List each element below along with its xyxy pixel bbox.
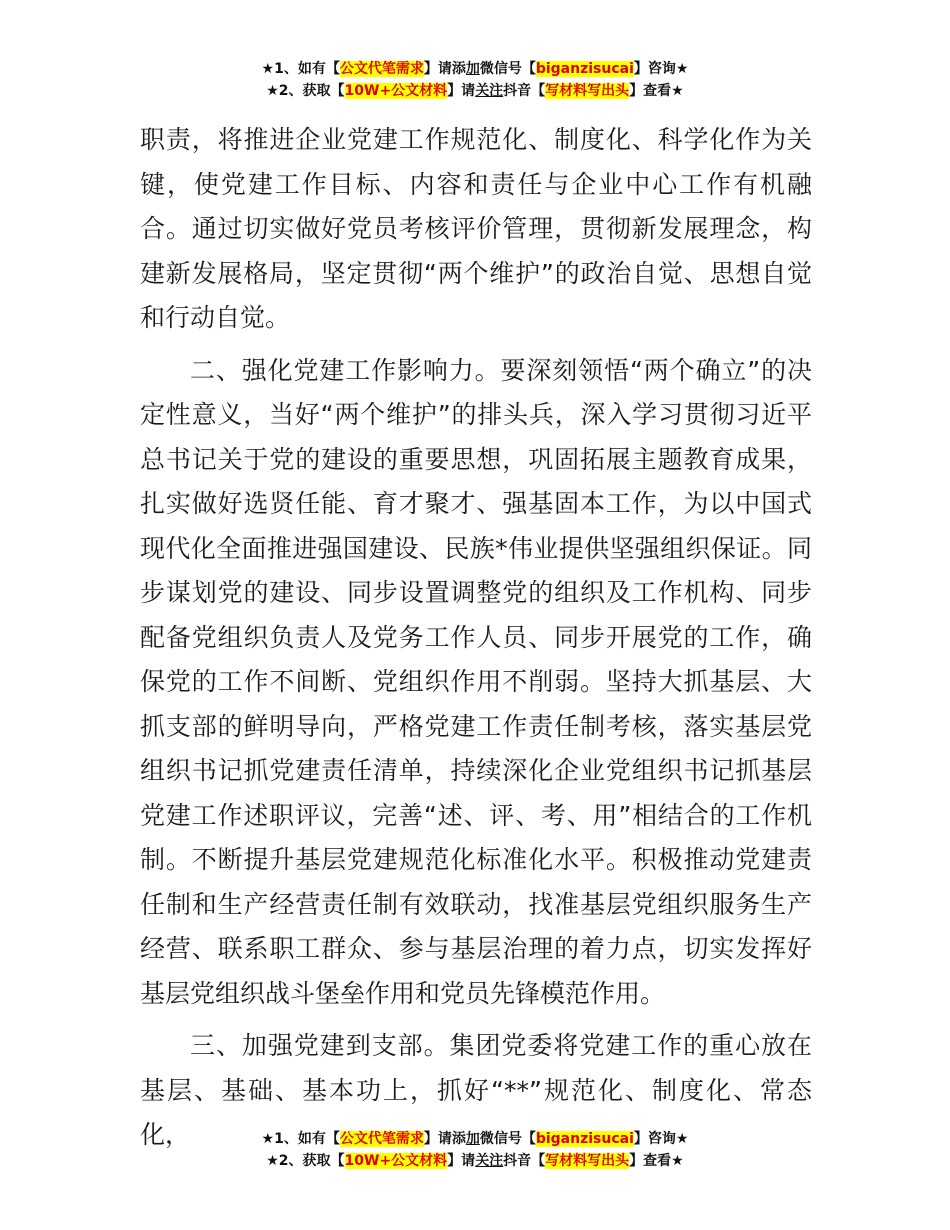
highlight-service: 公文代笔需求 (339, 61, 424, 77)
highlight-service: 公文代笔需求 (339, 1131, 424, 1147)
document-body (140, 118, 812, 1158)
paragraph-3: 三、加强党建到支部。集团党委将党建工作的重心放在基层、基础、基本功上，抓好“**”规范化、制度化、常态化， (140, 1031, 812, 1149)
highlight-wechat-id: biganzisucai (535, 61, 634, 77)
highlight-douyin: 写材料写出头 (545, 83, 630, 99)
banner-line-2: ★2、获取【10W+公文材料】请关注抖音【写材料写出头】查看★ (266, 83, 684, 99)
paragraph-1: 职责，将推进企业党建工作规范化、制度化、科学化作为关键，使党建工作目标、内容和责任与企业中心工作有机融合。通过切实做好党员考核评价管理，贯彻新发展理念，构建新发展格局，坚定贯彻“两个维护”的政治自觉、思想自觉和行动自觉。 (140, 125, 812, 332)
highlight-materials: 10W+公文材料 (344, 83, 448, 99)
banner-line-1: ★1、如有【公文代笔需求】请添加微信号【biganzisucai】咨询★ (261, 61, 689, 77)
banner-line-1: ★1、如有【公文代笔需求】请添加微信号【biganzisucai】咨询★ (261, 1131, 689, 1147)
paragraph-2: 二、强化党建工作影响力。要深刻领悟“两个确立”的决定性意义，当好“两个维护”的排头兵，深入学习贯彻习近平总书记关于党的建设的重要思想，巩固拓展主题教育成果，扎实做好选贤任能、育才聚才、强基固本工作，为以中国式现代化全面推进强国建设、民族*伟业提供坚强组织保证。同步谋划党的建设、同步设置调整党的组织及工作机构、同步配备党组织负责人及党务工作人员、同步开展党的工作，确保党的工作不间断、党组织作用不削弱。坚持大抓基层、大抓支部的鲜明导向，严格党建工作责任制考核，落实基层党组织书记抓党建责任清单，持续深化企业党组织书记抓基层党建工作述职评议，完善“述、评、考、用”相结合的工作机制。不断提升基层党建规范化标准化水平。积极推动党建责任制和生产经营责任制有效联动，找准基层党组织服务生产经营、联系职工群众、参与基层治理的着力点，切实发挥好基层党组织战斗堡垒作用和党员先锋模范作用。 (140, 355, 812, 1008)
banner-line-2: ★2、获取【10W+公文材料】请关注抖音【写材料写出头】查看★ (266, 1153, 684, 1169)
highlight-wechat-id: biganzisucai (535, 1131, 634, 1147)
footer-banner (0, 1128, 950, 1172)
highlight-douyin: 写材料写出头 (545, 1153, 630, 1169)
highlight-materials: 10W+公文材料 (344, 1153, 448, 1169)
header-banner (0, 58, 950, 102)
